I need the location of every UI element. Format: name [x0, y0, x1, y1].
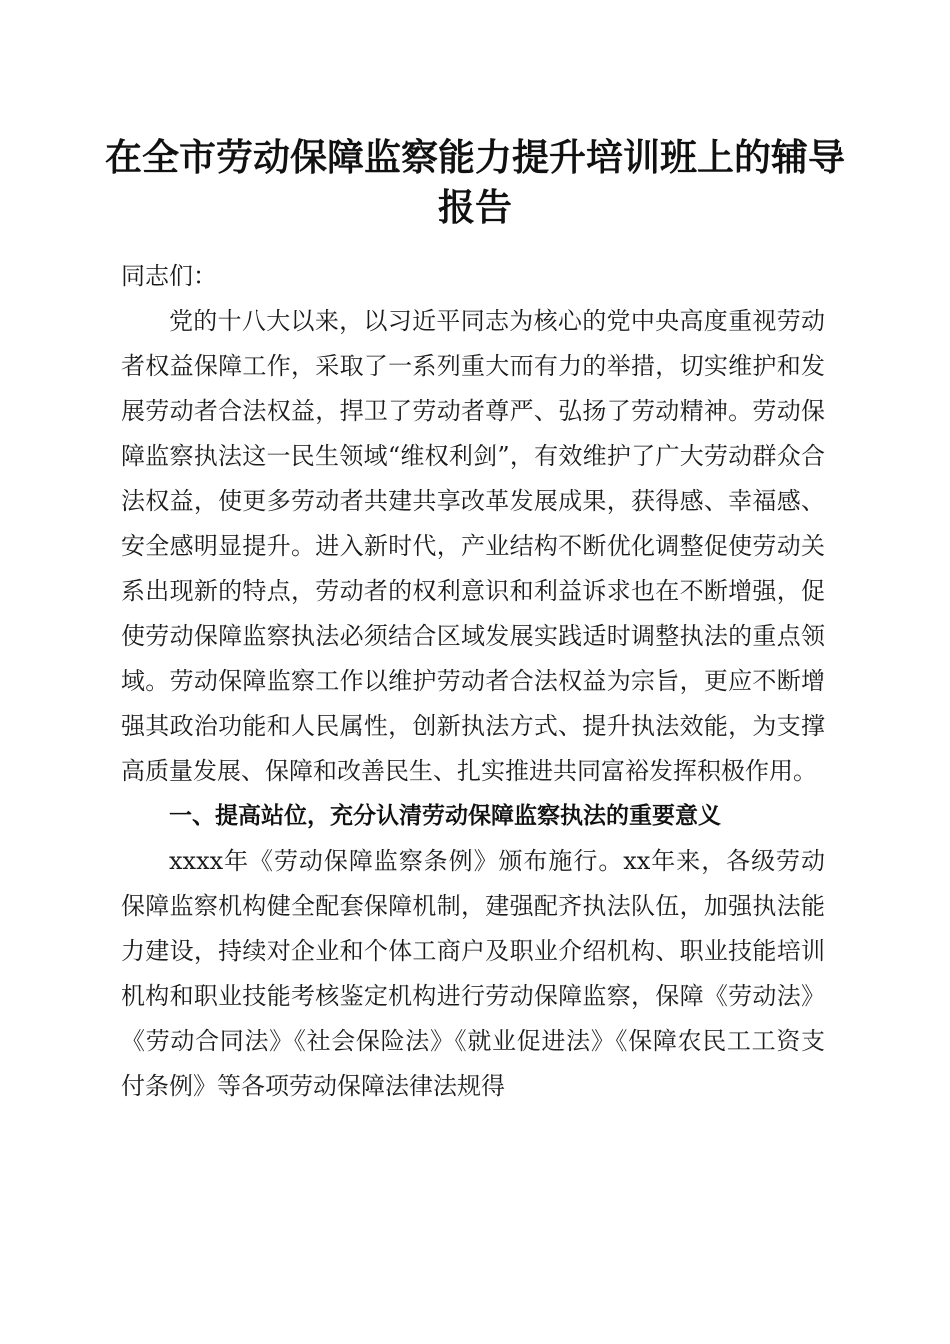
section-paragraph: xxxx年《劳动保障监察条例》颁布施行。xx年来，各级劳动保障监察机构健全配套保障机制，建强配齐执法队伍，加强执法能力建设，持续对企业和个体工商户及职业介绍机构、职业技能培训机构和职业技能考核鉴定机构进行劳动保障监察，保障《劳动法》《劳动合同法》《社会保险法》《就业促进法》《保障农民工工资支付条例》等各项劳动保障法律法规得 [121, 847, 825, 1100]
body-paragraph: 党的十八大以来，以习近平同志为核心的党中央高度重视劳动者权益保障工作，采取了一系列重大而有力的举措，切实维护和发展劳动者合法权益，捍卫了劳动者尊严、弘扬了劳动精神。劳动保障监察执法这一民生领域“维权利剑”，有效维护了广大劳动群众合法权益，使更多劳动者共建共享改革发展成果，获得感、幸福感、安全感明显提升。进入新时代，产业结构不断优化调整促使劳动关系出现新的特点，劳动者的权利意识和利益诉求也在不断增强，促使劳动保障监察执法必须结合区域发展实践适时调整执法的重点领域。劳动保障监察工作以维护劳动者合法权益为宗旨，更应不断增强其政治功能和人民属性，创新执法方式、提升执法效能，为支撑高质量发展、保障和改善民生、扎实推进共同富裕发挥积极作用。 [121, 307, 825, 785]
document-body [121, 254, 825, 1109]
section-heading: 一、提高站位，充分认清劳动保障监察执法的重要意义 [169, 803, 721, 829]
document-title: 在全市劳动保障监察能力提升培训班上的辅导报告 [105, 135, 845, 229]
salutation: 同志们： [121, 262, 217, 290]
